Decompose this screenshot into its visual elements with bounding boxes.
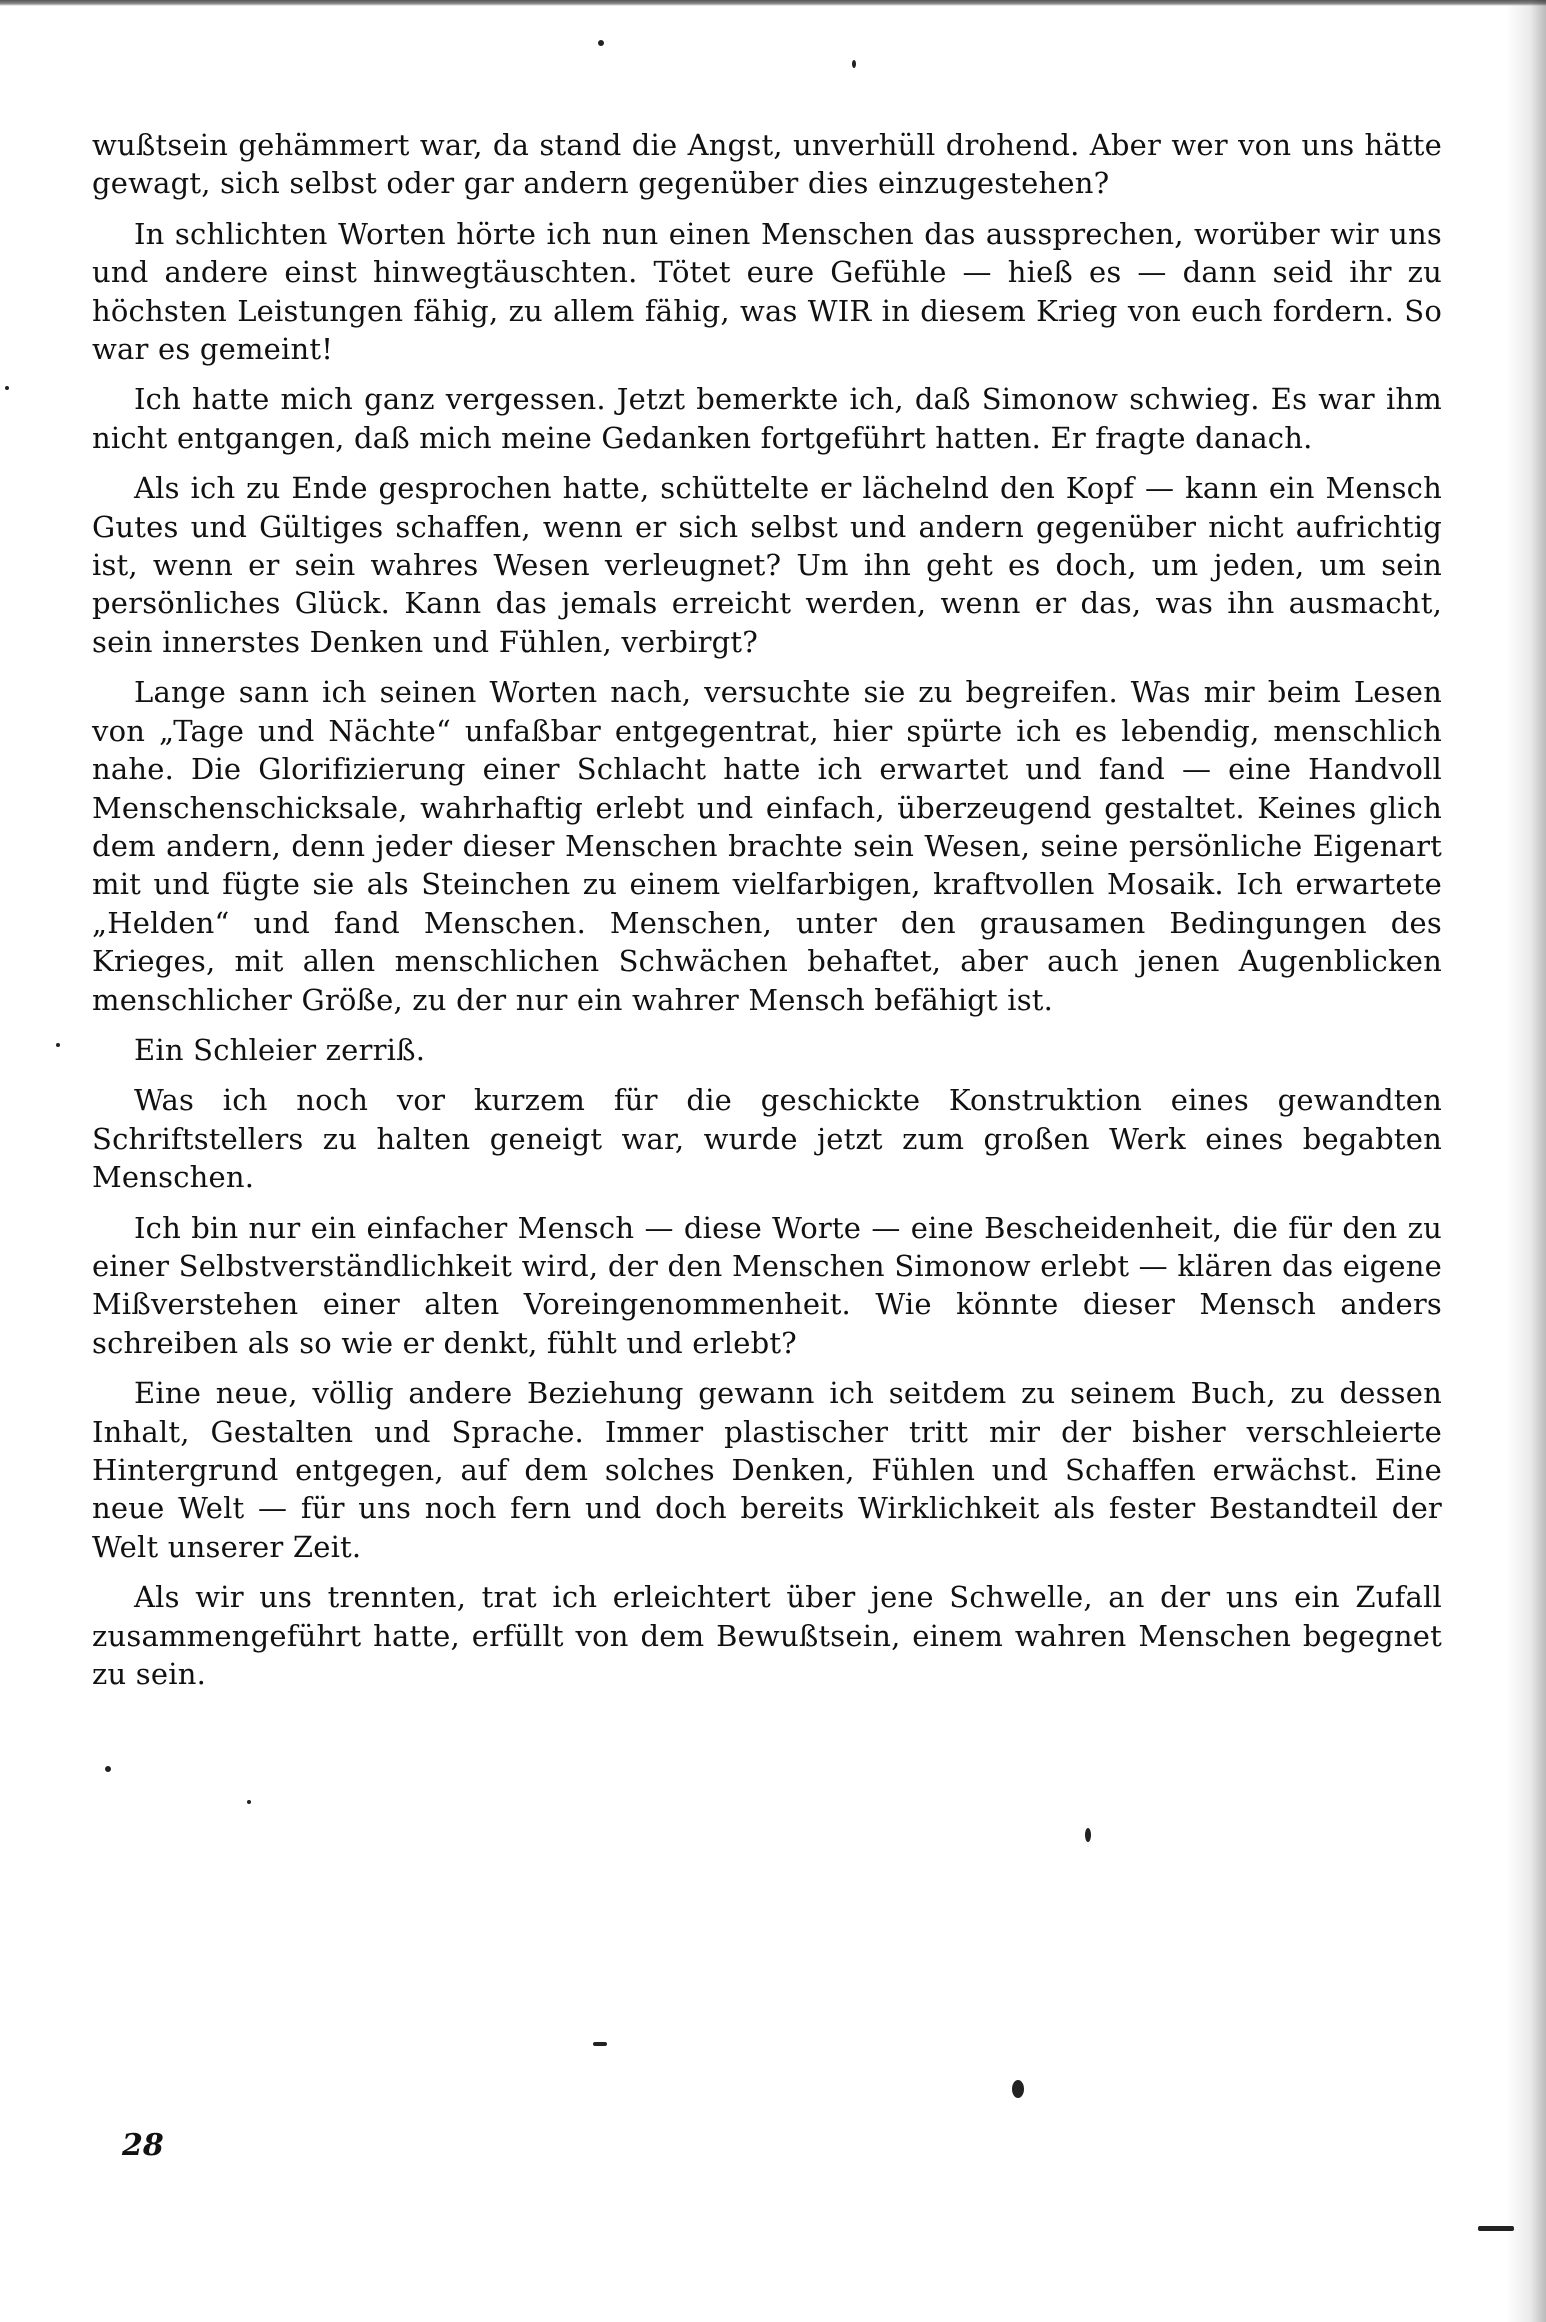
body-text (92, 126, 1442, 1705)
ink-speck (247, 1800, 251, 1804)
paragraph-8: Ich bin nur ein einfacher Mensch — diese Worte — eine Bescheidenheit, die für den zu einer Selbstverständlichkeit wird, der den Menschen Simonow erlebt — klären das eigene Mißverstehen einer alten Voreingenommenheit. Wie könnte dieser Mensch anders schreiben als so wie er denkt, fühlt und erlebt? (92, 1210, 1442, 1360)
page-top-edge (0, 0, 1546, 6)
page-right-edge (1506, 0, 1546, 2322)
paragraph-7: Was ich noch vor kurzem für die geschickte Konstruktion eines gewandten Schriftstellers zu halten geneigt war, wurde jetzt zum großen Werk eines begabten Menschen. (92, 1083, 1442, 1195)
ink-speck (852, 60, 856, 68)
ink-speck (1085, 1828, 1091, 1842)
ink-speck (105, 1766, 111, 1772)
paragraph-10: Als wir uns trennten, trat ich erleichtert über jene Schwelle, an der uns ein Zufall zusammengeführt hatte, erfüllt von dem Bewußtsein, einem wahren Menschen begegnet zu sein. (92, 1580, 1442, 1692)
paragraph-5: Lange sann ich seinen Worten nach, versuchte sie zu begreifen. Was mir beim Lesen von „Tage und Nächte“ unfaßbar entgegentrat, hier spürte ich es lebendig, menschlich nahe. Die Glorifizierung einer Schlacht hatte ich erwartet und fand — eine Handvoll Menschenschicksale, wahrhaftig erlebt und einfach, überzeugend gestaltet. Keines glich dem andern, denn jeder dieser Menschen brachte sein Wesen, seine persönliche Eigenart mit und fügte sie als Steinchen zu einem vielfarbigen, kraftvollen Mosaik. Ich erwartete „Helden“ und fand Menschen. Menschen, unter den grausamen Bedingungen des Krieges, mit allen menschlichen Schwächen behaftet, aber auch jenen Augenblicken menschlicher Größe, zu der nur ein wahrer Mensch befähigt ist. (92, 675, 1442, 1017)
ink-speck (598, 40, 604, 46)
paragraph-1: wußtsein gehämmert war, da stand die Angst, unverhüll drohend. Aber wer von uns hätte gewagt, sich selbst oder gar andern gegenüber dies einzugestehen? (92, 128, 1442, 201)
paragraph-4: Als ich zu Ende gesprochen hatte, schüttelte er lächelnd den Kopf — kann ein Mensch Gutes und Gültiges schaffen, wenn er sich selbst und andern gegenüber nicht aufrichtig ist, wenn er sein wahres Wesen verleugnet? Um ihn geht es doch, um jeden, um sein persönliches Glück. Kann das jemals erreicht werden, wenn er das, was ihn ausmacht, sein innerstes Denken und Fühlen, verbirgt? (92, 471, 1442, 659)
ink-speck (1478, 2226, 1514, 2231)
ink-speck (56, 1043, 60, 1047)
ink-speck (593, 2042, 607, 2046)
ink-speck (1012, 2080, 1024, 2098)
paragraph-6: Ein Schleier zerriß. (134, 1032, 426, 1067)
paragraph-9: Eine neue, völlig andere Beziehung gewann ich seitdem zu seinem Buch, zu dessen Inhalt, Gestalten und Sprache. Immer plastischer tritt mir der bisher verschleierte Hintergrund entgegen, auf dem solches Denken, Fühlen und Schaffen erwächst. Eine neue Welt — für uns noch fern und doch bereits Wirklichkeit als fester Bestandteil der Welt unserer Zeit. (92, 1376, 1442, 1564)
paragraph-2: In schlichten Worten hörte ich nun einen Menschen das aussprechen, worüber wir uns und andere einst hinwegtäuschten. Tötet eure Gefühle — hieß es — dann seid ihr zu höchsten Leistungen fähig, zu allem fähig, was WIR in diesem Krieg von euch fordern. So war es gemeint! (92, 216, 1442, 367)
paragraph-3: Ich hatte mich ganz vergessen. Jetzt bemerkte ich, daß Simonow schwieg. Es war ihm nicht entgangen, daß mich meine Gedanken fortgeführt hatten. Er fragte danach. (92, 382, 1442, 455)
page-number: 28 (122, 2128, 164, 2163)
ink-speck (5, 386, 9, 390)
